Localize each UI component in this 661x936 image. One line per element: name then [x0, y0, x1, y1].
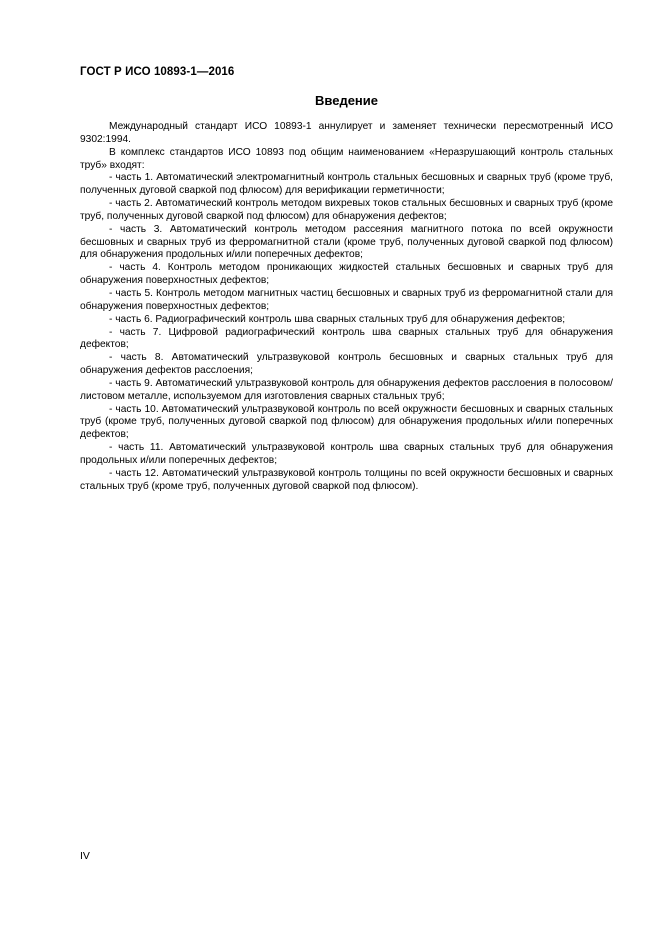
list-item-part-1: - часть 1. Автоматический электромагнитный контроль стальных бесшовных и сварных труб (кроме труб, полученных дуговой сваркой под флюсом) для верификации герметичности;	[80, 172, 613, 197]
list-item-part-3: - часть 3. Автоматический контроль методом рассеяния магнитного потока по всей окружности бесшовных и сварных труб из ферромагнитной стали (кроме труб, полученных дуговой сваркой под флюсом) для обнаружения продольных и/или поперечных дефектов;	[80, 223, 613, 261]
list-item-part-6: - часть 6. Радиографический контроль шва сварных стальных труб для обнаружения дефектов;	[109, 313, 566, 325]
list-item-part-2: - часть 2. Автоматический контроль методом вихревых токов стальных бесшовных и сварных труб (кроме труб, полученных дуговой сваркой под флюсом) для обнаружения дефектов;	[80, 198, 613, 222]
document-code-header: ГОСТ Р ИСО 10893-1—2016	[80, 66, 235, 78]
list-item-part-10: - часть 10. Автоматический ультразвуковой контроль по всей окружности бесшовных и сварных стальных труб (кроме труб, полученных дуговой сваркой под флюсом) для обнаружения продольных и/или поперечных дефектов;	[80, 403, 613, 441]
list-item-part-7: - часть 7. Цифровой радиографический контроль шва сварных стальных труб для обнаружения дефектов;	[80, 326, 613, 351]
introduction-body	[80, 121, 613, 493]
list-item-part-5: - часть 5. Контроль методом магнитных частиц бесшовных и сварных труб из ферромагнитной стали для обнаружения поверхностных дефектов;	[80, 287, 613, 312]
paragraph: Международный стандарт ИСО 10893-1 аннулирует и заменяет технически пересмотренный ИСО 9302:1994.	[80, 121, 613, 145]
list-item-part-12: - часть 12. Автоматический ультразвуковой контроль толщины по всей окружности бесшовных и сварных стальных труб (кроме труб, полученных дуговой сваркой под флюсом).	[80, 467, 613, 492]
page-number: IV	[80, 850, 90, 862]
list-item-part-4: - часть 4. Контроль методом проникающих жидкостей стальных бесшовных и сварных труб для обнаружения поверхностных дефектов;	[80, 262, 613, 287]
list-item-part-8: - часть 8. Автоматический ультразвуковой контроль бесшовных и сварных стальных труб для обнаружения дефектов расслоения;	[80, 352, 613, 377]
list-item-part-11: - часть 11. Автоматический ультразвуковой контроль шва сварных стальных труб для обнаружения продольных и/или поперечных дефектов;	[80, 442, 613, 466]
paragraph: В комплекс стандартов ИСО 10893 под общим наименованием «Неразрушающий контроль стальных труб» входят:	[80, 146, 613, 171]
list-item-part-9: - часть 9. Автоматический ультразвуковой контроль для обнаружения дефектов расслоения в полосовом/листовом металле, используемом для изготовления сварных стальных труб;	[80, 377, 613, 402]
section-title: Введение	[315, 93, 378, 108]
